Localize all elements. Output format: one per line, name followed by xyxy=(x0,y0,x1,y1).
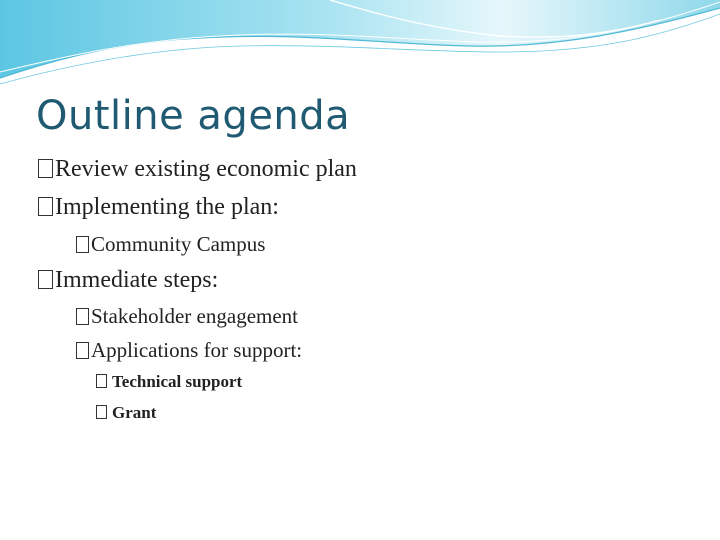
bullet-box-icon xyxy=(38,159,53,178)
bullet-box-icon xyxy=(76,236,89,253)
bullet-box-icon xyxy=(76,342,89,359)
list-item xyxy=(76,304,298,329)
list-item xyxy=(38,267,218,294)
list-item xyxy=(38,194,279,221)
list-item xyxy=(76,232,265,257)
bullet-box-icon xyxy=(76,308,89,325)
bullet-box-icon xyxy=(38,197,53,216)
bullet-box-icon xyxy=(96,405,107,419)
list-item-text: Review existing economic plan xyxy=(55,156,357,182)
bullet-box-icon xyxy=(96,374,107,388)
list-item-text: Applications for support: xyxy=(91,338,303,362)
list-item xyxy=(96,403,156,423)
list-item-text: Stakeholder engagement xyxy=(91,304,299,328)
list-item xyxy=(38,156,357,183)
list-item-text: Immediate steps: xyxy=(55,267,219,293)
header-wave-decoration xyxy=(0,0,720,90)
list-item-text: Technical support xyxy=(112,372,243,391)
list-item xyxy=(96,372,242,392)
slide-title: Outline agenda xyxy=(36,93,351,139)
bullet-box-icon xyxy=(38,270,53,289)
list-item-text: Community Campus xyxy=(91,232,266,256)
list-item-text: Implementing the plan: xyxy=(55,194,279,220)
list-item-text: Grant xyxy=(112,403,157,422)
list-item xyxy=(76,338,302,363)
